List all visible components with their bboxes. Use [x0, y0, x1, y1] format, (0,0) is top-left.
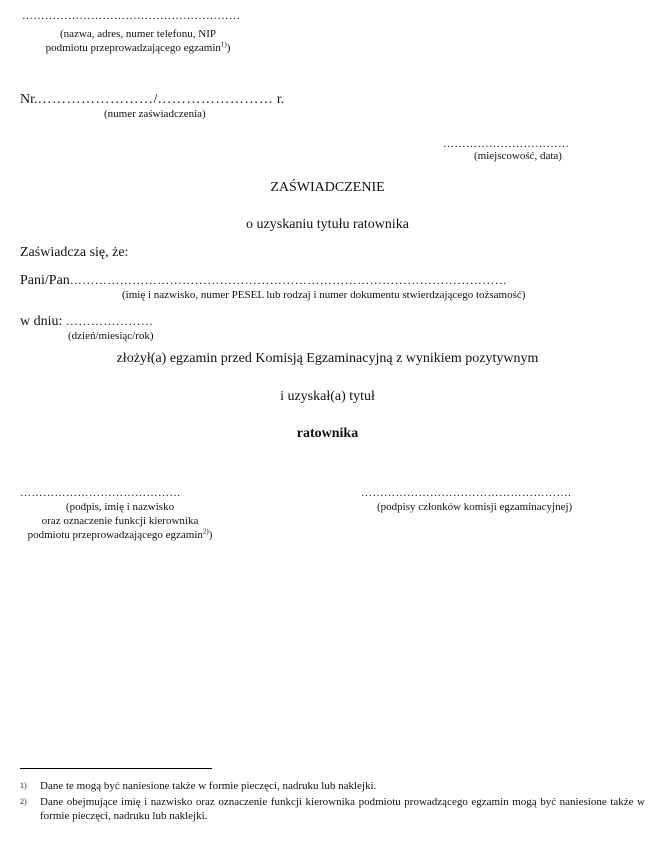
signature-right-dots: ……………………………………………….: [361, 487, 572, 499]
person-line: Pani/Pan……………………………………………………………………………………………: [20, 273, 508, 288]
certifies-text: Zaświadcza się, że:: [20, 245, 129, 260]
place-date-dots: ……………………………: [443, 138, 570, 150]
signature-right-caption: (podpisy członków komisji egzaminacyjnej): [377, 501, 573, 513]
document-title: ZAŚWIADCZENIE: [270, 180, 385, 195]
signature-left-line3: podmiotu przeprowadzającego egzamin$^{2)}$): [27, 527, 213, 541]
footnote-1: [20, 779, 645, 793]
person-caption: (imię i nazwisko, numer PESEL lub rodzaj i numer dokumentu stwierdzającego tożsamość): [122, 289, 526, 301]
date-line: w dniu: …………………: [20, 314, 154, 329]
exam-statement: złożył(a) egzamin przed Komisją Egzaminacyjną z wynikiem pozytywnym: [116, 351, 539, 366]
signature-left-dots: ……………………………………: [20, 487, 181, 499]
footnote-1-number: 1): [20, 781, 27, 790]
footnote-2-text: Dane obejmujące imię i nazwisko oraz oznaczenie funkcji kierownika podmiotu prowadzącego egzamin mogą być naniesione także w formie pieczęci, nadruku lub naklejki.: [40, 796, 645, 822]
footnote-1-text: Dane te mogą być naniesione także w formie pieczęci, nadruku lub naklejki.: [40, 780, 377, 792]
signature-left-line2: oraz oznaczenie funkcji kierownika: [41, 515, 199, 527]
obtained-statement: i uzyskał(a) tytuł: [280, 389, 375, 404]
place-date-caption: (miejscowość, data): [474, 150, 562, 162]
footnote-2: [20, 795, 645, 823]
header-dots: …………………………………………………: [22, 10, 241, 22]
footnote-2-number: 2): [20, 797, 27, 806]
header-caption-line1: (nazwa, adres, numer telefonu, NIP: [59, 28, 217, 40]
title-obtained: ratownika: [296, 426, 359, 441]
document-subtitle: o uzyskaniu tytułu ratownika: [246, 217, 409, 232]
header-caption-line2: podmiotu przeprowadzającego egzamin$^{1)}$): [45, 40, 231, 54]
footnote-separator: [20, 768, 212, 769]
date-caption: (dzień/miesiąc/rok): [68, 330, 154, 342]
certificate-number-caption: (numer zaświadczenia): [104, 108, 206, 120]
certificate-number-line: Nr.……………………/…………………… r.: [20, 92, 285, 107]
signature-left-line1: (podpis, imię i nazwisko: [65, 501, 175, 513]
